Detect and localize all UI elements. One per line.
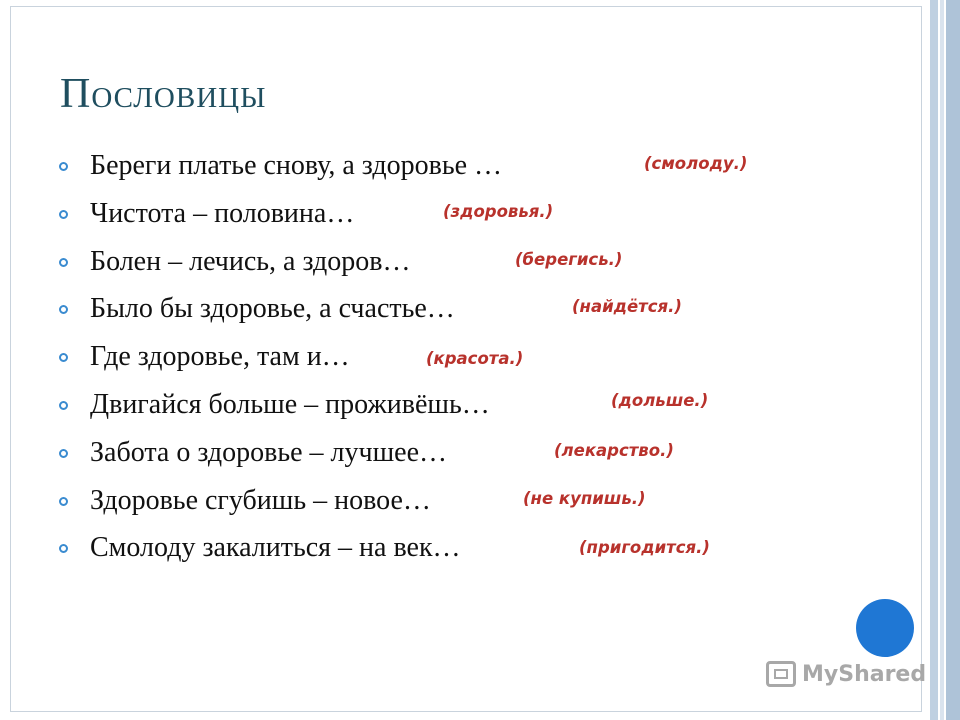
bullet-icon [59,401,68,410]
right-decor-bar [946,0,960,720]
bullet-icon [59,258,68,267]
bullet-icon [59,353,68,362]
proverb-text: Береги платье снову, а здоровье … [90,150,503,181]
bullet-icon [59,544,68,553]
proverb-text: Болен – лечись, а здоров… [90,245,411,277]
proverb-text: Где здоровье, там и… [90,341,350,373]
bullet-icon [59,449,68,458]
proverb-answer: (найдётся.) [572,297,682,317]
proverb-text: Здоровье сгубишь – новое… [90,484,431,516]
proverb-text: Было бы здоровье, а счастье… [90,293,455,325]
proverb-answer: (дольше.) [611,390,709,410]
proverb-answer: (лекарство.) [554,440,674,460]
right-decor-bar [930,0,938,720]
watermark-text: MyShared [802,661,927,687]
proverb-answer: (смолоду.) [644,154,748,173]
slide-title: Пословицы [60,71,267,117]
decorative-circle [856,599,914,657]
watermark [766,657,926,691]
proverb-answer: (берегись.) [515,249,623,269]
bullet-icon [59,497,68,506]
myshared-logo-icon [766,661,796,687]
right-decor-bar [940,0,944,720]
proverb-text: Чистота – половина… [90,197,355,229]
bullet-icon [59,210,68,219]
proverb-answer: (здоровья.) [443,201,554,221]
proverb-text: Забота о здоровье – лучшее… [90,436,448,468]
proverb-answer: (красота.) [426,349,524,369]
bullet-icon [59,162,68,171]
proverb-text: Двигайся больше – проживёшь… [90,388,490,420]
bullet-icon [59,305,68,314]
proverb-text: Смолоду закалиться – на век… [90,532,461,564]
proverb-answer: (пригодится.) [579,538,710,558]
proverb-answer: (не купишь.) [523,488,646,508]
